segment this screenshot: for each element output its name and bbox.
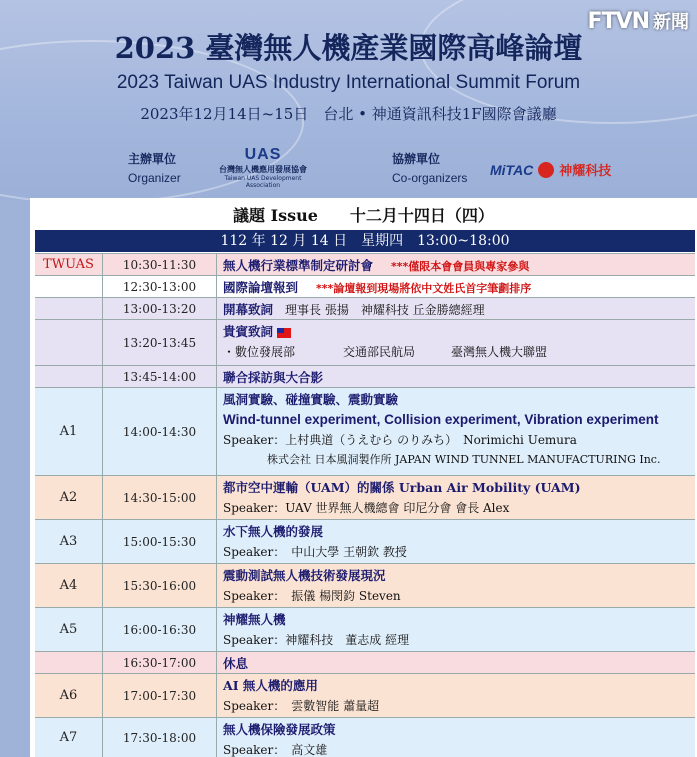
session-title: 神耀無人機	[223, 612, 286, 627]
session-time: 10:30-11:30	[102, 254, 216, 275]
session-code: A5	[59, 622, 78, 637]
uas-association-logo	[208, 146, 318, 190]
table-row	[35, 365, 695, 387]
session-line: ・數位發展部 交通部民航局 臺灣無人機大聯盟	[223, 345, 548, 359]
session-title-en: Wind-tunnel experiment, Collision experiment, Vibration experiment	[223, 412, 659, 427]
session-title: 開幕致詞	[223, 302, 274, 317]
uas-logo-word: UAS	[244, 146, 282, 163]
session-title: 無人機行業標準制定研討會	[223, 258, 374, 273]
table-row	[35, 387, 695, 475]
session-speaker: Speaker：上村典道（うえむら のりみち） Norimichi Uemura	[223, 433, 577, 447]
session-code	[35, 276, 102, 297]
session-time: 15:30-16:00	[102, 564, 216, 607]
table-row	[35, 673, 695, 717]
session-affiliation: 株式会社 日本風洞製作所 JAPAN WIND TUNNEL MANUFACTURING Inc.	[223, 453, 661, 466]
session-title: AI 無人機的應用	[223, 678, 318, 693]
mitac-logo-zh: 神耀科技	[559, 164, 612, 179]
table-row	[35, 519, 695, 563]
ftvn-news-label: 新聞	[653, 12, 689, 33]
session-note: ***僅限本會會員與專家參與	[391, 260, 530, 273]
issue-title: 議題 Issue 十二月十四日（四）	[233, 206, 494, 225]
uas-logo-en: Taiwan UAS Development Association	[224, 175, 302, 189]
table-row	[35, 319, 695, 365]
session-body	[216, 718, 695, 757]
session-speaker: Speaker： 高文雄	[223, 743, 328, 757]
session-body	[216, 276, 695, 297]
session-title: 震動測試無人機技術發展現況	[223, 568, 386, 583]
session-title: 都市空中運輸（UAM）的關係 Urban Air Mobility (UAM)	[223, 480, 581, 495]
mitac-ball-icon	[538, 162, 554, 178]
session-body	[216, 520, 695, 563]
session-body	[216, 476, 695, 519]
mitac-logo	[490, 160, 611, 179]
day-header-bar: 112 年 12 月 14 日 星期四 13:00~18:00	[35, 230, 695, 252]
session-speaker: Speaker： 振儀 楊閔鈞 Steven	[223, 589, 401, 603]
table-row	[35, 275, 695, 297]
forum-title-en: 2023 Taiwan UAS Industry International Summit Forum	[116, 72, 581, 93]
session-body	[216, 564, 695, 607]
taiwan-flag-icon	[277, 328, 291, 338]
session-code: A1	[59, 424, 78, 439]
session-time: 13:20-13:45	[102, 320, 216, 365]
mitac-logo-word: MiTAC	[490, 161, 534, 178]
session-code	[35, 298, 102, 319]
session-title: 聯合採訪與大合影	[223, 370, 324, 385]
session-time: 12:30-13:00	[102, 276, 216, 297]
session-title: 貴賓致詞	[223, 324, 274, 339]
session-time: 14:00-14:30	[102, 388, 216, 475]
uas-logo-zh: 台灣無人機應用發展協會	[219, 165, 307, 174]
session-time: 15:00-15:30	[102, 520, 216, 563]
session-speaker: Speaker：神耀科技 董志成 經理	[223, 633, 410, 647]
session-time: 13:45-14:00	[102, 366, 216, 387]
session-code: A2	[59, 490, 78, 505]
session-code	[35, 366, 102, 387]
session-body	[216, 320, 695, 365]
session-speaker: Speaker： 雲數智能 蕭量超	[223, 699, 380, 713]
session-body	[216, 652, 695, 673]
session-code: A4	[59, 578, 78, 593]
coorganizer-label	[392, 150, 467, 185]
session-code: TWUAS	[43, 257, 94, 272]
session-note: ***論壇報到現場將依中文姓氏首字筆劃排序	[316, 282, 532, 295]
organizer-label-zh: 主辦單位	[128, 152, 177, 166]
session-code: A6	[59, 688, 78, 703]
session-title: 無人機保險發展政策	[223, 722, 336, 737]
ftvn-logo: FTVN	[587, 8, 649, 34]
table-row	[35, 607, 695, 651]
organizer-label-en: Organizer	[128, 171, 181, 185]
table-row	[35, 651, 695, 673]
session-code: A3	[59, 534, 78, 549]
session-time: 17:00-17:30	[102, 674, 216, 717]
session-body	[216, 608, 695, 651]
coorganizer-label-zh: 協辦單位	[392, 152, 441, 166]
forum-title-zh: 2023 臺灣無人機產業國際高峰論壇	[114, 31, 583, 65]
session-code	[35, 320, 102, 365]
session-title: 水下無人機的發展	[223, 524, 324, 539]
session-time: 16:30-17:00	[102, 652, 216, 673]
session-body	[216, 298, 695, 319]
session-code: A7	[59, 730, 78, 745]
session-body	[216, 388, 695, 475]
session-time: 16:00-16:30	[102, 608, 216, 651]
coorganizer-label-en: Co-organizers	[392, 171, 468, 185]
session-inline: 理事長 張揚 神耀科技 丘金勝總經理	[273, 303, 485, 317]
table-row	[35, 475, 695, 519]
session-time: 17:30-18:00	[102, 718, 216, 757]
session-body	[216, 366, 695, 387]
session-title: 國際論壇報到	[223, 280, 299, 295]
organizer-label	[128, 150, 181, 185]
table-row	[35, 563, 695, 607]
session-title: 休息	[223, 656, 249, 671]
session-time: 14:30-15:00	[102, 476, 216, 519]
table-row	[35, 717, 695, 757]
table-row	[35, 297, 695, 319]
forum-date-venue: 2023年12月14日~15日 台北 • 神通資訊科技1F國際會議廳	[140, 105, 557, 123]
session-time: 13:00-13:20	[102, 298, 216, 319]
session-body	[216, 254, 695, 275]
session-speaker: Speaker：UAV 世界無人機總會 印尼分會 會長 Alex	[223, 501, 510, 515]
session-code	[35, 652, 102, 673]
table-row	[35, 253, 695, 275]
session-speaker: Speaker： 中山大學 王朝欽 教授	[223, 545, 407, 559]
session-title: 風洞實驗、碰撞實驗、震動實驗	[223, 392, 399, 407]
session-body	[216, 674, 695, 717]
